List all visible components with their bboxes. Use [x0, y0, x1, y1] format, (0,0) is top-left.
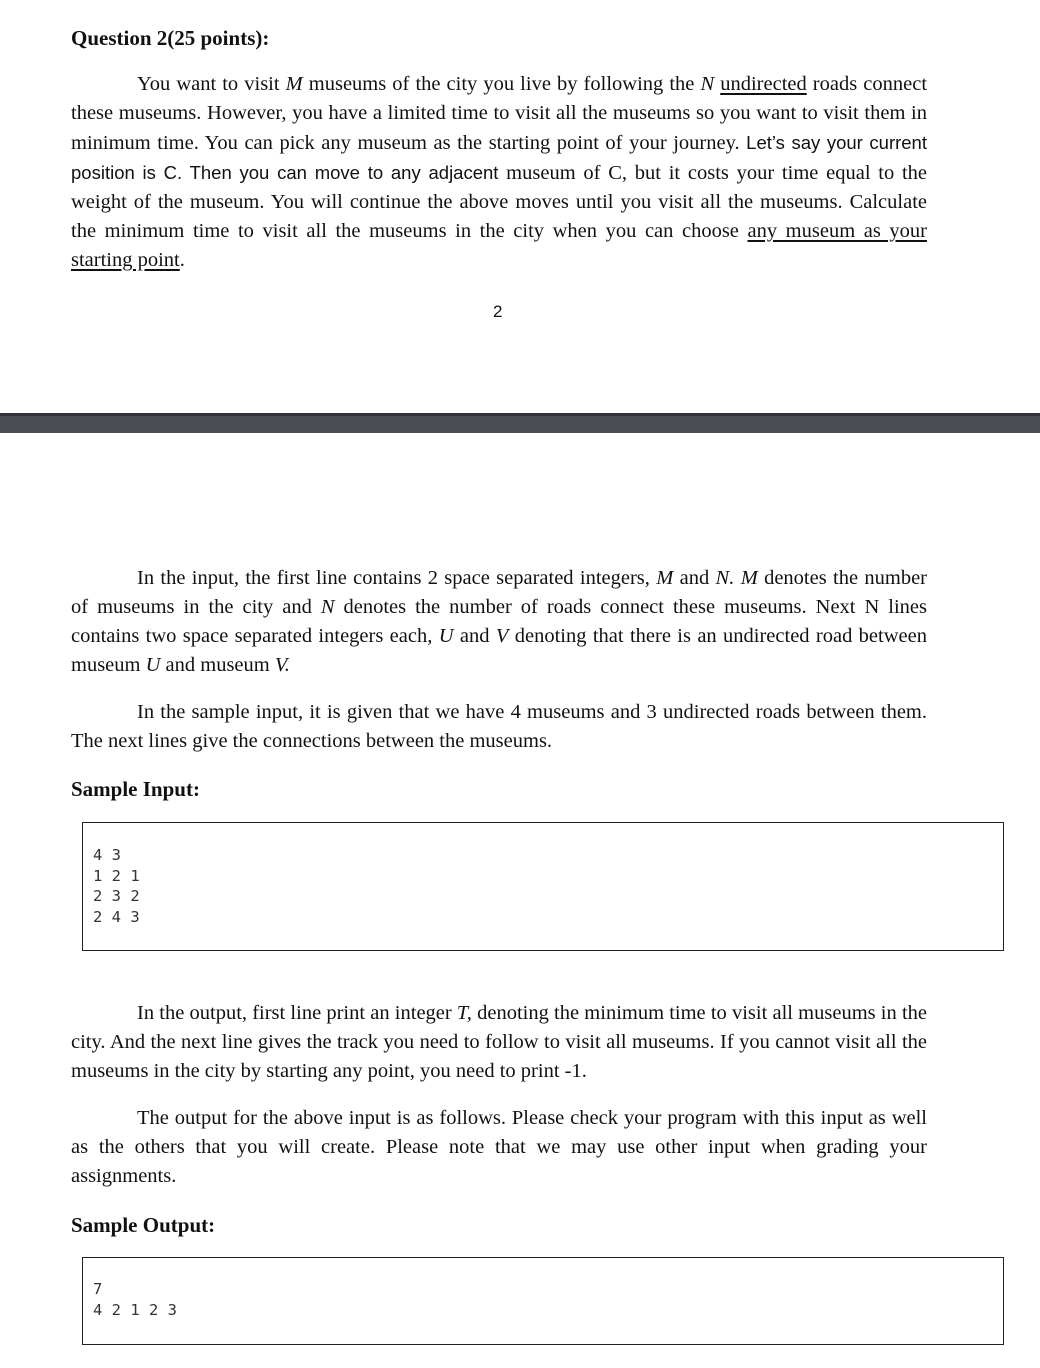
problem-description: You want to visit M museums of the city you live by following the N undirected roads connect these museums. However, you have a limited time to visit all the museums so you want to visit them in minimum time. You can pick any museum as the starting point of your journey. Let’s say your current position is C. Then you can move to any adjacent museum of C, but it costs your time equal to the weight of the museum. You will continue the above moves until you visit all the museums. Calculate the minimum time to visit all the museums in the city when you can choose any museum as your starting point.	[71, 73, 928, 271]
sample-output-heading: Sample Output:	[71, 1213, 216, 1237]
code-line: 4 3	[93, 846, 121, 864]
sample-input-heading: Sample Input:	[71, 777, 200, 801]
code-line: 4 2 1 2 3	[93, 1300, 177, 1319]
sample-output-code	[93, 1279, 177, 1320]
code-line: 7	[93, 1280, 103, 1298]
code-line: 2 4 3	[93, 907, 140, 926]
sample-input-code	[93, 845, 140, 927]
output-description: In the output, first line print an integer T, denoting the minimum time to visit all museums in the city. And the next line gives the track you need to follow to visit all museums. If you cannot visit all the museums in the city by starting any point, you need to print -1.	[71, 1002, 927, 1082]
code-line: 2 3 2	[93, 887, 140, 905]
sample-output-box	[82, 1257, 1004, 1345]
sample-input-description: In the sample input, it is given that we have 4 museums and 3 undirected roads between them. The next lines give the connections between the museums.	[71, 701, 927, 752]
code-line: 1 2 1	[93, 866, 140, 885]
page-divider	[0, 413, 1040, 433]
output-note: The output for the above input is as follows. Please check your program with this input as well as the others that you will create. Please note that we may use other input when grading your assignments.	[71, 1107, 927, 1187]
question-title: Question 2(25 points):	[71, 26, 270, 50]
page-number: 2	[493, 302, 503, 321]
input-description: In the input, the first line contains 2 space separated integers, M and N. M denotes the number of museums in the city and N denotes the number of roads connect these museums. Next N lines contains two space separated integers each, U and V denoting that there is an undirected road between museum U and museum V.	[71, 567, 928, 676]
sample-input-box	[82, 822, 1004, 951]
